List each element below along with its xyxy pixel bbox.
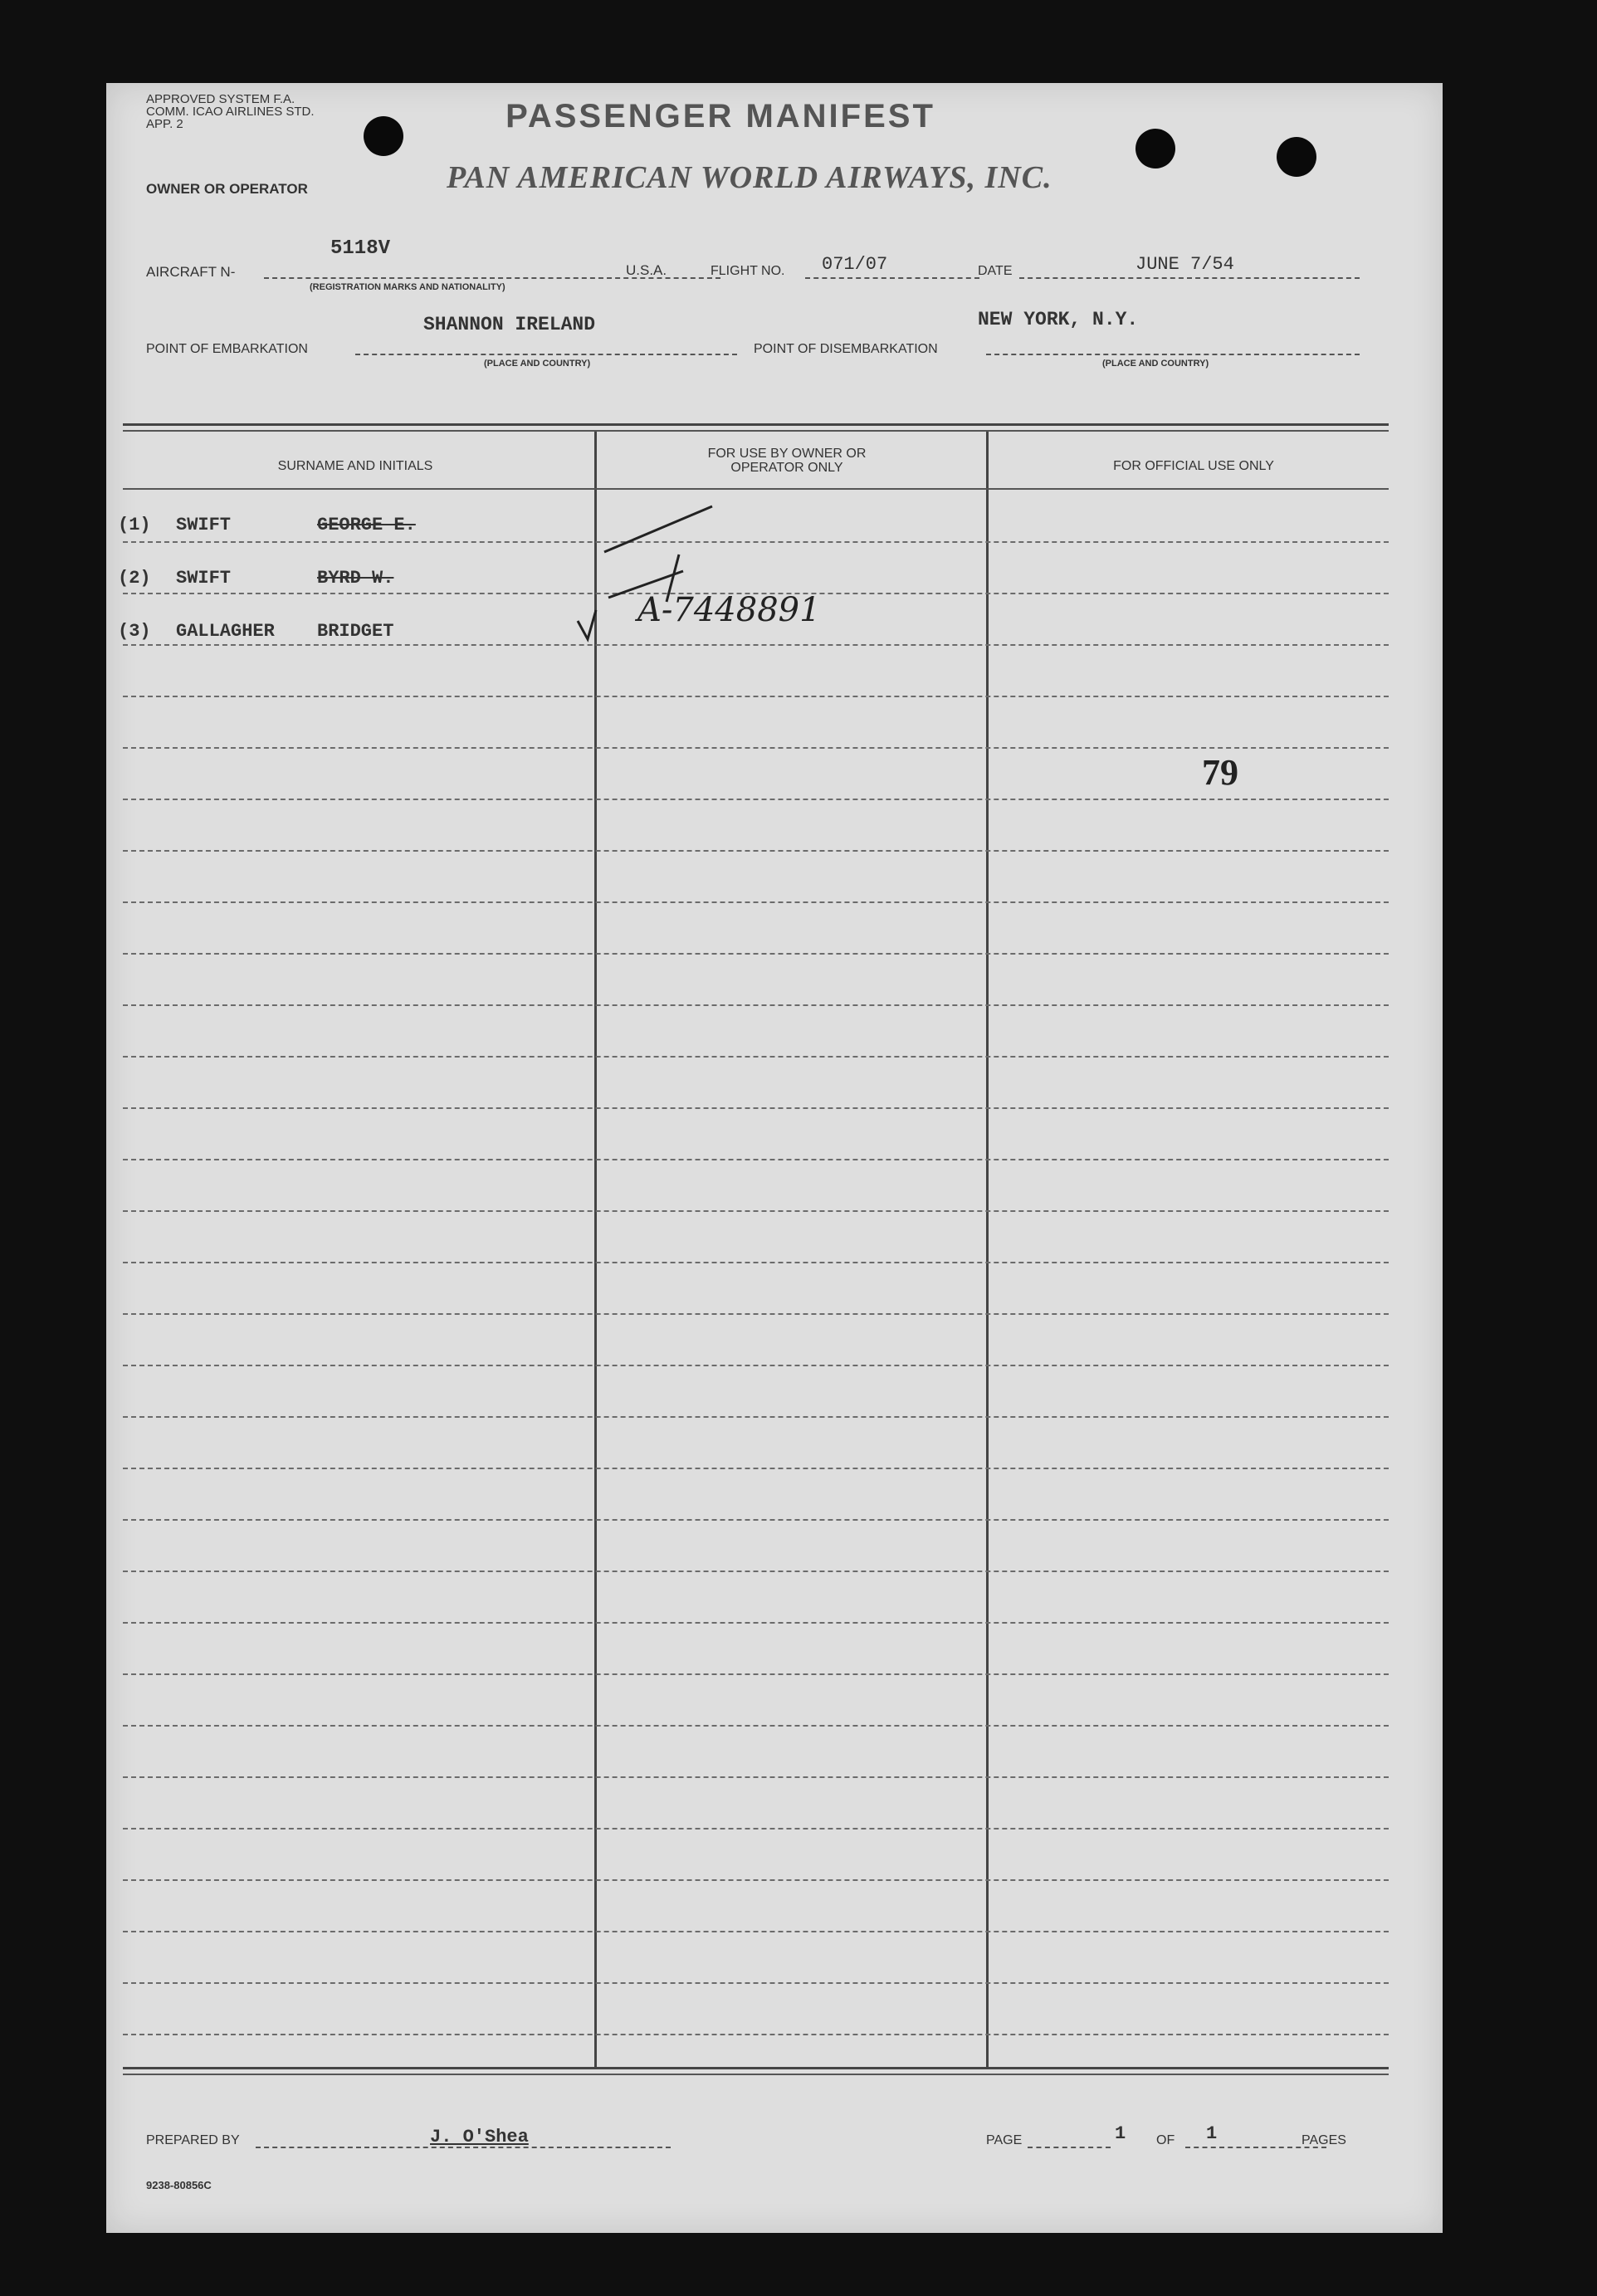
flight-label: FLIGHT NO. [711,264,785,278]
table-row-line [123,850,1389,852]
table-top-rule [123,423,1389,426]
table-row-line [123,1159,1389,1160]
table-row-line [123,1828,1389,1829]
table-row-line [123,2034,1389,2035]
passenger-row [118,568,393,589]
handwritten-note: A-7448891 [637,591,821,629]
approval-note: APPROVED SYSTEM F.A. COMM. ICAO AIRLINES STD. APP. 2 [146,92,315,131]
table-row-line [123,1004,1389,1006]
surname-column-header: SURNAME AND INITIALS [277,459,433,473]
passenger-number: (3) [118,621,151,642]
form-title: PASSENGER MANIFEST [505,98,935,134]
passenger-given-name: BYRD W. [317,568,394,589]
embark-value: SHANNON IRELAND [423,314,596,335]
passenger-row [118,515,416,535]
table-row-line [123,799,1389,800]
table-row-line [123,1879,1389,1881]
table-row-line [123,1262,1389,1263]
manifest-sheet [106,83,1443,2233]
table-row-line [123,1313,1389,1315]
date-value: JUNE 7/54 [1135,254,1234,275]
page-value: 1 [1115,2123,1126,2144]
place-caption-right: (PLACE AND COUNTRY) [1102,359,1209,369]
table-row-line [123,1673,1389,1675]
official-column-header: FOR OFFICIAL USE ONLY [1113,459,1274,473]
table-row-line [123,1622,1389,1624]
official-number: 79 [1202,752,1238,793]
table-bottom-rule [123,2074,1389,2075]
punch-hole [364,116,403,156]
usa-label: U.S.A. [626,262,667,278]
prepared-value: J. O'Shea [430,2127,529,2147]
table-row-line [123,1107,1389,1109]
page-line [1028,2147,1111,2148]
table-row-line [123,1571,1389,1572]
pages-label: PAGES [1302,2133,1346,2147]
table-row-line [123,1056,1389,1058]
table-row-line [123,1776,1389,1778]
passenger-given-name: BRIDGET [317,621,394,642]
table-row-line [123,1210,1389,1212]
form-code: 9238-80856C [146,2179,212,2191]
table-row-line [123,953,1389,955]
passenger-number: (1) [118,515,151,535]
registration-caption: (REGISTRATION MARKS AND NATIONALITY) [310,282,505,292]
owner-value: PAN AMERICAN WORLD AIRWAYS, INC. [447,160,1052,195]
owner-label: OWNER OR OPERATOR [146,181,308,197]
table-row-line [123,1365,1389,1366]
table-row-line [123,747,1389,749]
disembark-label: POINT OF DISEMBARKATION [754,342,938,356]
owner-column-header: FOR USE BY OWNER OR OPERATOR ONLY [707,447,867,475]
embark-label: POINT OF EMBARKATION [146,342,308,356]
table-row-line [123,1519,1389,1521]
table-bottom-rule [123,2067,1389,2069]
place-caption-left: (PLACE AND COUNTRY) [484,359,591,369]
aircraft-value: 5118V [330,237,391,260]
passenger-given-name: GEORGE E. [317,515,416,535]
prepared-label: PREPARED BY [146,2133,240,2147]
aircraft-label: AIRCRAFT N- [146,264,236,280]
table-row-line [123,1725,1389,1727]
of-label: OF [1156,2133,1175,2147]
column-divider [986,432,989,2067]
date-label: DATE [978,264,1013,278]
flight-line [805,277,979,279]
disembark-line [986,354,1360,355]
table-top-rule [123,430,1389,432]
passenger-row [118,621,393,642]
disembark-value: NEW YORK, N.Y. [978,309,1139,330]
passenger-surname: GALLAGHER [176,621,275,642]
flight-value: 071/07 [822,254,888,275]
passenger-number: (2) [118,568,151,589]
table-row-line [123,1416,1389,1418]
table-row-line [123,1468,1389,1469]
embark-line [355,354,737,355]
page-label: PAGE [986,2133,1023,2147]
table-row-line [123,1982,1389,1984]
passenger-surname: SWIFT [176,515,232,535]
table-row-line [123,1931,1389,1932]
of-value: 1 [1206,2123,1218,2144]
table-row-line [123,901,1389,903]
date-line [1019,277,1360,279]
punch-hole [1135,129,1175,169]
punch-hole [1277,137,1316,177]
passenger-surname: SWIFT [176,568,232,589]
